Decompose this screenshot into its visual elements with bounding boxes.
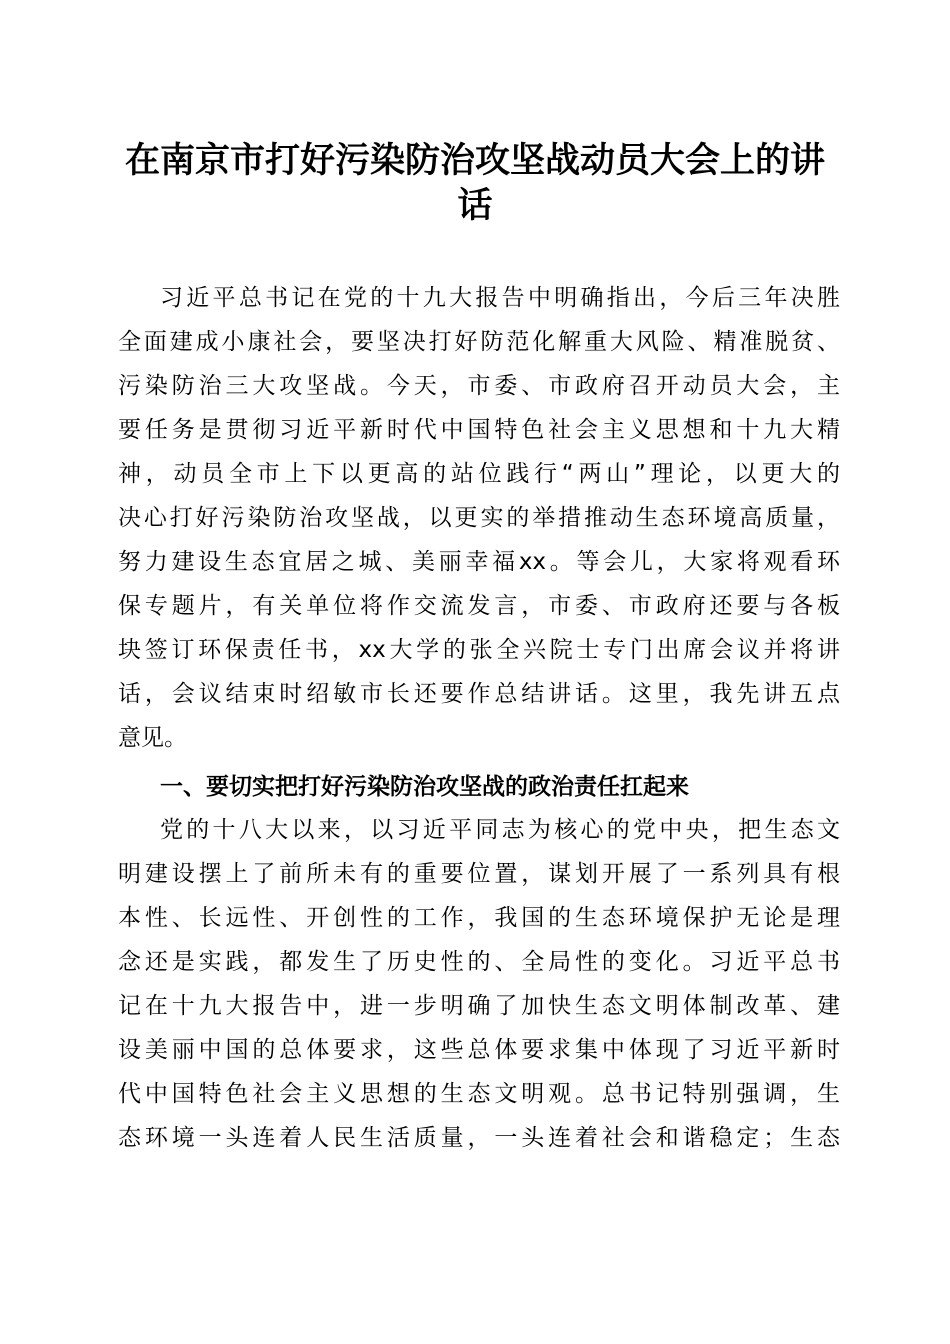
text-line: 决心打好污染防治攻坚战，以更实的举措推动生态环境高质量，	[118, 505, 840, 531]
text-line: 党的十八大以来，以习近平同志为核心的党中央，把生态文	[160, 817, 840, 843]
text-line: 话，会议结束时绍敏市长还要作总结讲话。这里，我先讲五点	[118, 681, 840, 707]
text-line: 本性、长远性、开创性的工作，我国的生态环境保护无论是理	[118, 905, 840, 931]
text-line: 努力建设生态宜居之城、美丽幸福xx。等会儿，大家将观看环	[118, 549, 840, 575]
document-title-line-2: 话	[457, 185, 493, 226]
text-line: 念还是实践，都发生了历史性的、全局性的变化。习近平总书	[118, 949, 840, 975]
text-line: 态环境一头连着人民生活质量，一头连着社会和谐稳定；生态	[118, 1125, 840, 1151]
text-line: 保专题片，有关单位将作交流发言，市委、市政府还要与各板	[118, 593, 840, 619]
text-line: 记在十九大报告中，进一步明确了加快生态文明体制改革、建	[118, 993, 840, 1019]
text-line: 设美丽中国的总体要求，这些总体要求集中体现了习近平新时	[118, 1037, 840, 1063]
text-line: 块签订环保责任书，xx大学的张全兴院士专门出席会议并将讲	[118, 637, 840, 663]
text-line: 神，动员全市上下以更高的站位践行“两山”理论，以更大的	[118, 461, 840, 487]
text-line: 代中国特色社会主义思想的生态文明观。总书记特别强调，生	[118, 1081, 840, 1107]
text-line: 习近平总书记在党的十九大报告中明确指出，今后三年决胜	[160, 285, 840, 311]
text-line: 意见。	[118, 725, 187, 751]
text-line: 明建设摆上了前所未有的重要位置，谋划开展了一系列具有根	[118, 861, 840, 887]
text-line: 全面建成小康社会，要坚决打好防范化解重大风险、精准脱贫、	[118, 329, 840, 355]
section-heading-1: 一、要切实把打好污染防治攻坚战的政治责任扛起来	[160, 774, 689, 800]
document-title-line-1: 在南京市打好污染防治攻坚战动员大会上的讲	[124, 140, 825, 181]
text-line: 污染防治三大攻坚战。今天，市委、市政府召开动员大会，主	[118, 373, 840, 399]
text-line: 要任务是贯彻习近平新时代中国特色社会主义思想和十九大精	[118, 417, 840, 443]
